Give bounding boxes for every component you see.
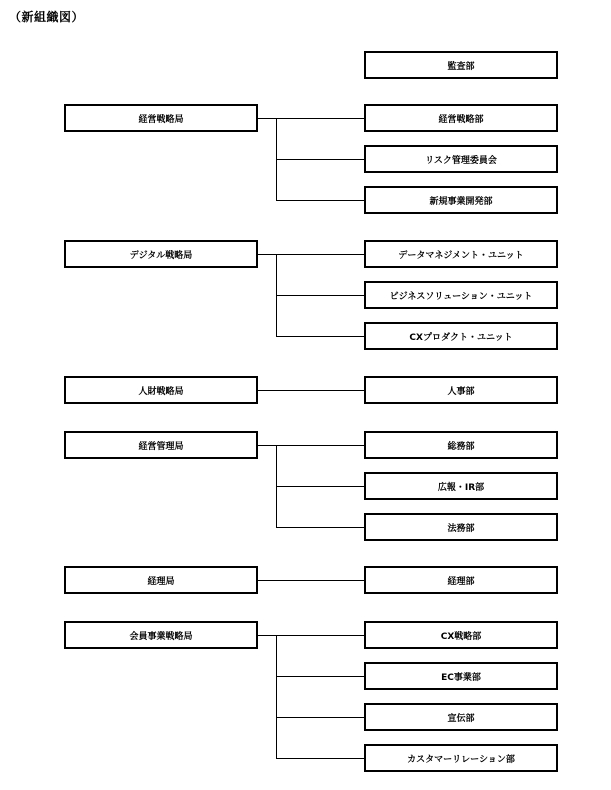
dept-hr: 人事部 — [364, 376, 558, 404]
dept-data-management: データマネジメント・ユニット — [364, 240, 558, 268]
connector — [258, 118, 364, 119]
dept-new-business: 新規事業開発部 — [364, 186, 558, 214]
page-title: （新組織図） — [9, 10, 85, 24]
dept-ec-business: EC事業部 — [364, 662, 558, 690]
dept-general-affairs: 総務部 — [364, 431, 558, 459]
dept-management-strategy: 経営戦略部 — [364, 104, 558, 132]
connector — [258, 445, 364, 446]
dept-audit: 監査部 — [364, 51, 558, 79]
bureau-hr-strategy: 人財戦略局 — [64, 376, 258, 404]
connector — [276, 200, 364, 201]
connector — [276, 159, 364, 160]
connector — [258, 580, 364, 581]
dept-risk-committee: リスク管理委員会 — [364, 145, 558, 173]
connector — [258, 635, 364, 636]
bureau-member-business: 会員事業戦略局 — [64, 621, 258, 649]
bureau-accounting: 経理局 — [64, 566, 258, 594]
connector — [276, 758, 364, 759]
dept-customer-relations: カスタマーリレーション部 — [364, 744, 558, 772]
dept-legal: 法務部 — [364, 513, 558, 541]
dept-cx-product: CXプロダクト・ユニット — [364, 322, 558, 350]
connector — [276, 676, 364, 677]
bureau-management-strategy: 経営戦略局 — [64, 104, 258, 132]
bureau-digital-strategy: デジタル戦略局 — [64, 240, 258, 268]
dept-advertising: 宣伝部 — [364, 703, 558, 731]
connector — [276, 486, 364, 487]
connector — [276, 717, 364, 718]
dept-accounting: 経理部 — [364, 566, 558, 594]
connector — [276, 635, 277, 758]
connector — [276, 295, 364, 296]
connector — [258, 254, 364, 255]
connector — [276, 527, 364, 528]
dept-cx-strategy: CX戦略部 — [364, 621, 558, 649]
bureau-management-admin: 経営管理局 — [64, 431, 258, 459]
connector — [258, 390, 364, 391]
dept-business-solution: ビジネスソリューション・ユニット — [364, 281, 558, 309]
dept-pr-ir: 広報・IR部 — [364, 472, 558, 500]
connector — [276, 336, 364, 337]
